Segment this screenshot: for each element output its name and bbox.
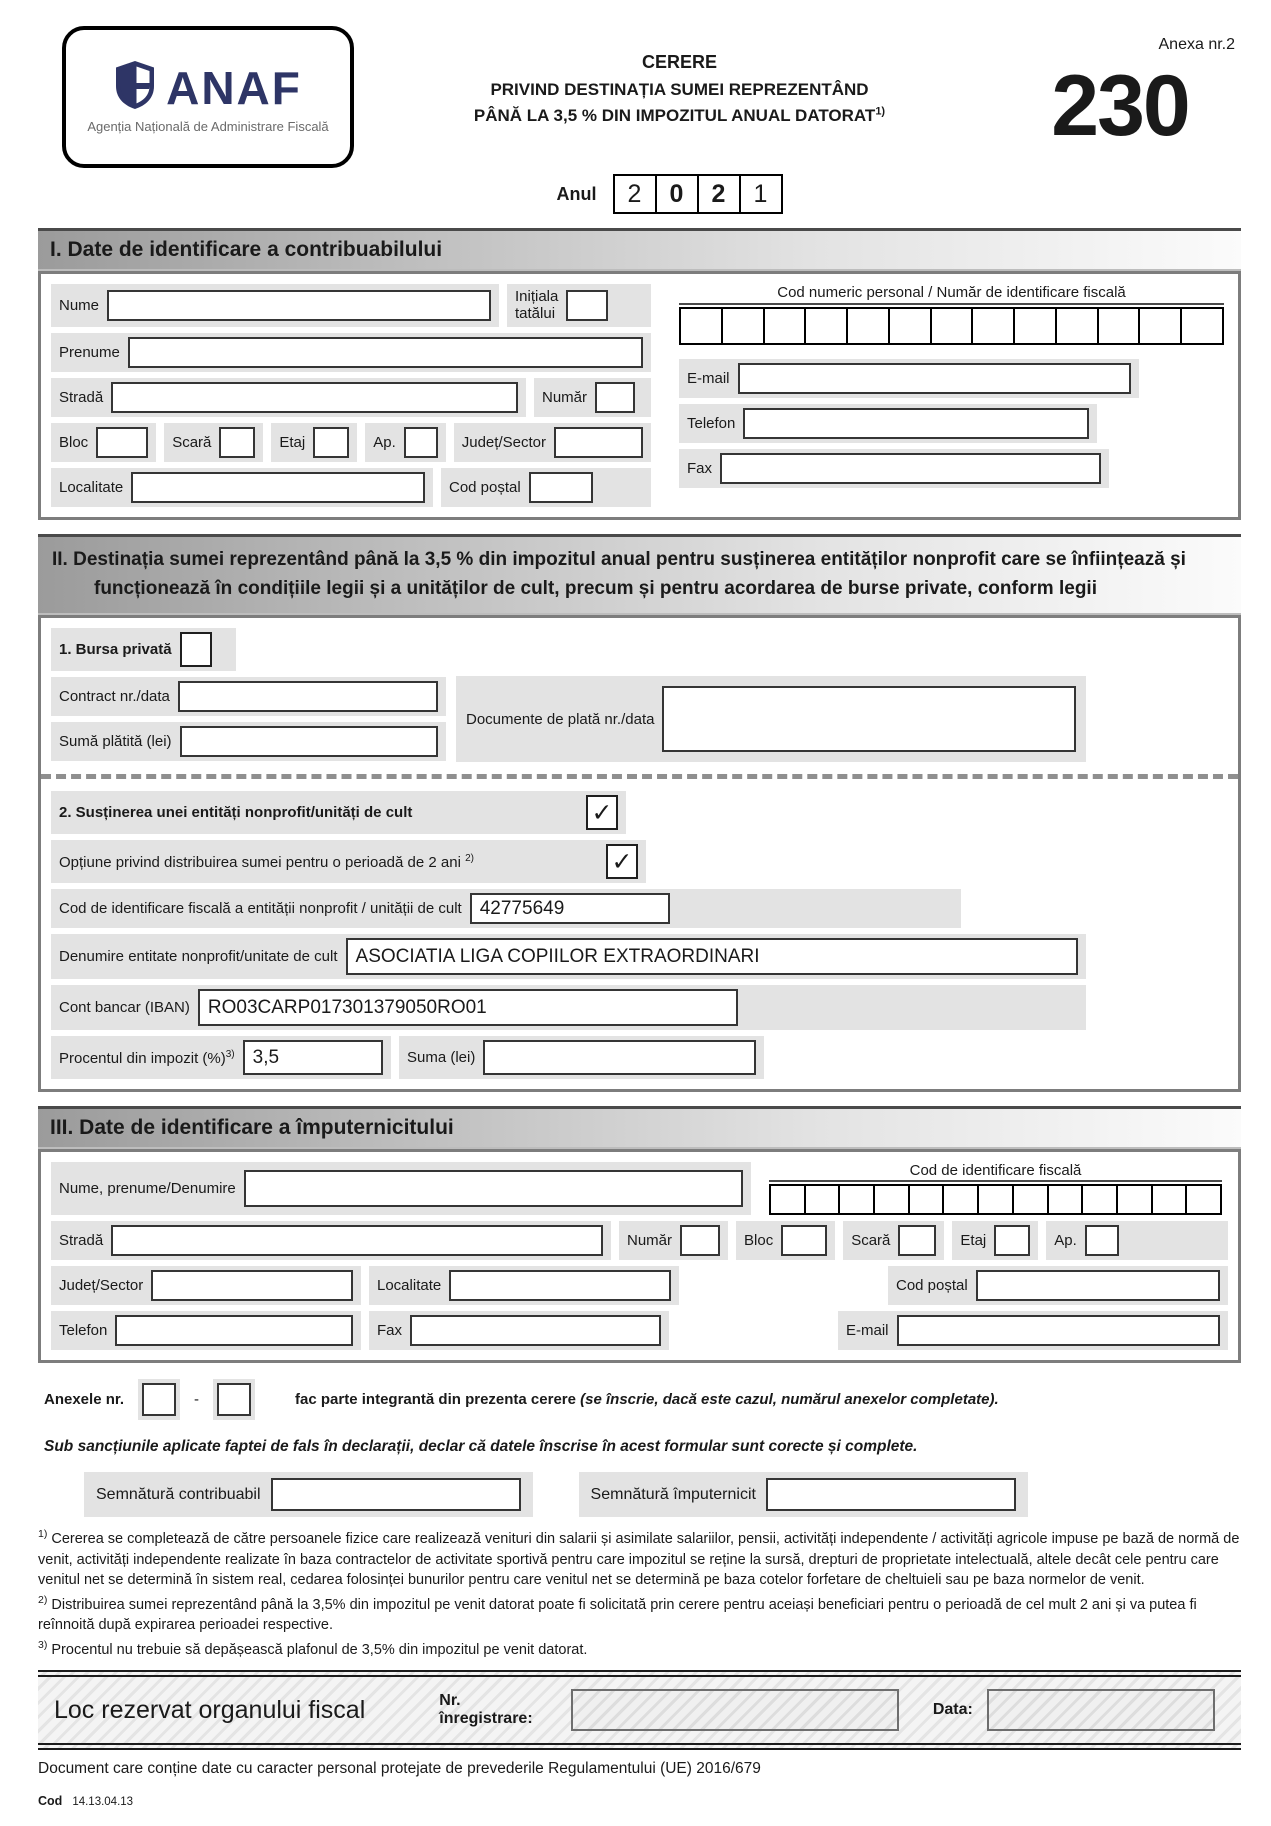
ap-label: Ap. bbox=[373, 433, 396, 451]
footnote-2: $^{2)}$ Distribuirea sumei reprezentând până la 3,5% din impozitul pe venit datorat poate fi solicitată prin cerere pentru aceiași beneficiari pentru o perioadă de cel mult 2 ani și va putea fi reînnoită după expirarea perioadei respective. bbox=[38, 1593, 1197, 1634]
nume-label: Nume bbox=[59, 296, 100, 314]
field3-judet bbox=[51, 1266, 361, 1305]
cnp-label: Cod numeric personal / Număr de identificare fiscală bbox=[679, 284, 1224, 305]
annex-label: Anexele nr. bbox=[44, 1391, 125, 1409]
title-line-3: PÂNĂ LA 3,5 % DIN IMPOZITUL ANUAL DATORAT$^{1)}$ bbox=[473, 105, 886, 126]
judet3-input[interactable] bbox=[151, 1270, 353, 1301]
numar-input[interactable] bbox=[595, 382, 635, 413]
field-contract bbox=[51, 677, 446, 716]
declaration-text: Sub sancțiunile aplicate faptei de fals în declarații, declar că datele înscrise în acest formular sunt corecte și complete. bbox=[44, 1438, 918, 1456]
field-bloc bbox=[51, 423, 156, 462]
form-number: 230 bbox=[1051, 58, 1189, 154]
etaj-label: Etaj bbox=[279, 433, 306, 451]
localitate-input[interactable] bbox=[131, 472, 425, 503]
telefon-label: Telefon bbox=[687, 415, 736, 432]
field3-strada bbox=[51, 1221, 611, 1260]
form-header bbox=[38, 26, 1241, 168]
signature-contribuabil-label: Semnătură contribuabil bbox=[96, 1485, 261, 1503]
section3-header: III. Date de identificare a împuternicitului bbox=[38, 1106, 1241, 1149]
annex-dash: - bbox=[194, 1391, 200, 1409]
email3-label: E-mail bbox=[846, 1322, 889, 1340]
year-cells bbox=[613, 174, 783, 214]
cod-postal-input[interactable] bbox=[529, 472, 593, 503]
anaf-logo bbox=[62, 26, 354, 168]
documente-input[interactable] bbox=[662, 686, 1076, 752]
documente-label: Documente de plată nr./data bbox=[466, 710, 655, 728]
signature-imputernicit bbox=[579, 1472, 1028, 1517]
strada-label: Stradă bbox=[59, 388, 104, 406]
nonprofit-title: 2. Susținerea unei entități nonprofit/unități de cult bbox=[59, 804, 413, 822]
field-fax bbox=[679, 449, 1109, 488]
annex-from-input[interactable] bbox=[142, 1383, 176, 1416]
cnp-cells[interactable] bbox=[679, 307, 1224, 345]
field3-nume bbox=[51, 1162, 751, 1215]
denumire-input[interactable]: ASOCIATIA LIGA COPIILOR EXTRAORDINARI bbox=[346, 938, 1078, 975]
iban-input[interactable]: RO03CARP017301379050RO01 bbox=[198, 989, 738, 1026]
footnotes bbox=[38, 1527, 1241, 1660]
ap3-input[interactable] bbox=[1085, 1225, 1119, 1256]
nonprofit-checkbox[interactable] bbox=[586, 795, 618, 830]
field-optiune bbox=[51, 840, 646, 883]
footnote-1: $^{1)}$ Cererea se completează de către persoanele fizice care realizează venituri din salarii și asimilate salariilor, pensii, activități independente / activități agricole impuse pe bază de normă de venit, activități independente realizate în baza contractelor de activitate sportivă pentru care impozitul se reține la sursă, drepturi de proprietate intelectuală, altele decât cele pentru care venitul net se determină în sistem real, cedarea folosinței bunurilor pentru care venitul net se determină pe baza cotelor forfetare de cheltuieli sau pe baza normelor de venit. bbox=[38, 1528, 1240, 1589]
field-telefon bbox=[679, 404, 1097, 443]
year-digit-cell[interactable]: 2 bbox=[697, 174, 741, 214]
data-label: Data: bbox=[932, 1701, 973, 1719]
bloc-label: Bloc bbox=[59, 433, 89, 451]
year-digit-cell[interactable]: 0 bbox=[655, 174, 699, 214]
signature-imputernicit-input[interactable] bbox=[766, 1478, 1016, 1511]
field-procent bbox=[51, 1036, 391, 1079]
cif3-area bbox=[759, 1162, 1228, 1215]
field-prenume bbox=[51, 333, 651, 372]
field-judet bbox=[454, 423, 651, 462]
ap3-label: Ap. bbox=[1054, 1232, 1077, 1250]
field-suma-lei bbox=[399, 1036, 764, 1079]
optiune-footnote-ref: 2) bbox=[465, 852, 474, 864]
nume3-input[interactable] bbox=[244, 1170, 743, 1207]
section1-box bbox=[38, 271, 1241, 520]
nr-inregistrare-box[interactable] bbox=[571, 1689, 898, 1731]
telefon3-input[interactable] bbox=[115, 1315, 353, 1346]
anaf-logo-subtitle: Agenția Națională de Administrare Fiscală bbox=[87, 119, 329, 134]
field3-etaj bbox=[952, 1221, 1038, 1260]
etaj3-input[interactable] bbox=[994, 1225, 1030, 1256]
nume3-label: Nume, prenume/Denumire bbox=[59, 1180, 236, 1198]
field-initiala bbox=[507, 284, 651, 327]
annex-text: fac parte integrantă din prezenta cerere (se înscrie, dacă este cazul, numărul anexelor completate). bbox=[295, 1391, 999, 1409]
section1-header: I. Date de identificare a contribuabilului bbox=[38, 228, 1241, 271]
cod-postal3-label: Cod poștal bbox=[896, 1277, 968, 1295]
localitate-label: Localitate bbox=[59, 478, 124, 496]
cif-nonprofit-label: Cod de identificare fiscală a entității nonprofit / unității de cult bbox=[59, 900, 462, 918]
form-title bbox=[354, 52, 1005, 130]
field-ap bbox=[365, 423, 446, 462]
localitate3-input[interactable] bbox=[449, 1270, 671, 1301]
judet3-label: Județ/Sector bbox=[59, 1277, 144, 1295]
annex-box-from bbox=[138, 1379, 180, 1420]
fax-label: Fax bbox=[687, 460, 713, 477]
subsection-divider bbox=[41, 774, 1238, 779]
bloc-input[interactable] bbox=[96, 427, 148, 458]
cif3-label: Cod de identificare fiscală bbox=[769, 1162, 1222, 1182]
email3-input[interactable] bbox=[897, 1315, 1220, 1346]
check-icon: ✓ bbox=[611, 847, 633, 876]
year-digit-cell[interactable]: 1 bbox=[739, 174, 783, 214]
bloc3-label: Bloc bbox=[744, 1232, 774, 1250]
email-input[interactable] bbox=[738, 363, 1131, 394]
email-label: E-mail bbox=[687, 370, 730, 387]
cnp-area bbox=[665, 284, 1228, 359]
field3-localitate bbox=[369, 1266, 679, 1305]
etaj-input[interactable] bbox=[313, 427, 349, 458]
data-box[interactable] bbox=[987, 1689, 1215, 1731]
year-digit-cell[interactable]: 2 bbox=[613, 174, 657, 214]
field-iban bbox=[51, 985, 1086, 1030]
fiscal-title: Loc rezervat organului fiscal bbox=[54, 1695, 366, 1724]
bloc3-input[interactable] bbox=[781, 1225, 827, 1256]
field-etaj bbox=[271, 423, 357, 462]
cod-postal-label: Cod poștal bbox=[449, 478, 521, 496]
fax3-input[interactable] bbox=[410, 1315, 661, 1346]
field-cod-postal bbox=[441, 468, 651, 507]
etaj3-label: Etaj bbox=[960, 1232, 987, 1250]
field-nonprofit bbox=[51, 791, 626, 834]
fax3-label: Fax bbox=[377, 1322, 403, 1340]
gdpr-note: Document care conține date cu caracter personal protejate de prevederile Regulamentului (UE) 2016/679 bbox=[38, 1760, 761, 1778]
field-documente bbox=[456, 676, 1086, 762]
initiala-label: Inițiala tatălui bbox=[515, 288, 559, 323]
cif3-cells[interactable] bbox=[769, 1184, 1222, 1215]
numar3-label: Număr bbox=[627, 1232, 673, 1250]
nr-inregistrare-label: Nr. înregistrare: bbox=[439, 1692, 533, 1728]
signature-contribuabil-input[interactable] bbox=[271, 1478, 521, 1511]
bursa-checkbox[interactable] bbox=[180, 632, 212, 667]
contract-input[interactable] bbox=[178, 681, 438, 712]
anaf-shield-icon bbox=[114, 60, 156, 115]
suma-platita-label: Sumă plătită (lei) bbox=[59, 733, 172, 751]
procent-label: Procentul din impozit (%)$^{3)}$ bbox=[59, 1048, 235, 1067]
fiscal-band bbox=[38, 1670, 1241, 1750]
field-nume bbox=[51, 284, 499, 327]
scara3-input[interactable] bbox=[898, 1225, 936, 1256]
annex-row bbox=[44, 1379, 1241, 1420]
year-label: Anul bbox=[556, 183, 597, 204]
nume-input[interactable] bbox=[107, 290, 491, 321]
judet-label: Județ/Sector bbox=[461, 433, 546, 451]
annex-to-input[interactable] bbox=[217, 1383, 251, 1416]
field-suma-platita bbox=[51, 722, 446, 761]
field3-email bbox=[838, 1311, 1228, 1350]
initiala-input[interactable] bbox=[566, 290, 608, 321]
procent-input[interactable]: 3,5 bbox=[243, 1040, 383, 1075]
field-scara bbox=[164, 423, 263, 462]
telefon3-label: Telefon bbox=[59, 1322, 108, 1340]
check-icon: ✓ bbox=[591, 798, 613, 827]
numar-label: Număr bbox=[542, 388, 588, 406]
field-numar bbox=[534, 378, 651, 417]
field-email bbox=[679, 359, 1139, 398]
strada-input[interactable] bbox=[111, 382, 518, 413]
field-bursa bbox=[51, 628, 236, 671]
numar3-input[interactable] bbox=[680, 1225, 720, 1256]
signatures-row bbox=[84, 1472, 1241, 1517]
ap-input[interactable] bbox=[404, 427, 438, 458]
localitate3-label: Localitate bbox=[377, 1277, 442, 1295]
scara-input[interactable] bbox=[219, 427, 255, 458]
signature-contribuabil bbox=[84, 1472, 533, 1517]
title-line-2: PRIVIND DESTINAȚIA SUMEI REPREZENTÂND bbox=[490, 80, 869, 99]
prenume-label: Prenume bbox=[59, 343, 120, 361]
bursa-title: 1. Bursa privată bbox=[59, 641, 172, 659]
field-cif-nonprofit bbox=[51, 889, 961, 928]
field-localitate bbox=[51, 468, 433, 507]
title-footnote-ref: 1) bbox=[875, 105, 886, 118]
form-code: Cod 14.13.04.13 bbox=[38, 1794, 134, 1809]
denumire-label: Denumire entitate nonprofit/unitate de cult bbox=[59, 948, 338, 966]
scara-label: Scară bbox=[172, 433, 212, 451]
iban-label: Cont bancar (IBAN) bbox=[59, 999, 190, 1017]
fax-input[interactable] bbox=[720, 453, 1101, 484]
strada3-input[interactable] bbox=[111, 1225, 603, 1256]
section2-box bbox=[38, 615, 1241, 1092]
scara3-label: Scară bbox=[851, 1232, 891, 1250]
field-denumire bbox=[51, 934, 1086, 979]
procent-footnote-ref: 3) bbox=[225, 1048, 235, 1060]
year-row bbox=[98, 174, 1241, 214]
signature-imputernicit-label: Semnătură împuternicit bbox=[590, 1485, 756, 1503]
judet-input[interactable] bbox=[554, 427, 643, 458]
annex-box-to bbox=[213, 1379, 255, 1420]
field3-telefon bbox=[51, 1311, 361, 1350]
telefon-input[interactable] bbox=[743, 408, 1089, 439]
field3-cod-postal bbox=[888, 1266, 1228, 1305]
field3-scara bbox=[843, 1221, 944, 1260]
header-right bbox=[1005, 26, 1241, 154]
cif-nonprofit-input[interactable]: 42775649 bbox=[470, 893, 670, 924]
optiune-label: Opțiune privind distribuirea sumei pentru o perioadă de 2 ani $^{2)}$ bbox=[59, 852, 474, 871]
section3-box bbox=[38, 1149, 1241, 1363]
field3-bloc bbox=[736, 1221, 835, 1260]
strada3-label: Stradă bbox=[59, 1232, 104, 1250]
optiune-checkbox[interactable] bbox=[606, 844, 638, 879]
section2-header: II. Destinația sumei reprezentând până la 3,5 % din impozitul anual pentru susținerea entităților nonprofit care se înființează și funcționează în condițiile legii și a unităților de cult, precum și pentru acordarea de burse private, conform legii bbox=[38, 534, 1241, 616]
contract-label: Contract nr./data bbox=[59, 688, 170, 706]
field3-fax bbox=[369, 1311, 669, 1350]
anaf-logo-text: ANAF bbox=[166, 61, 302, 114]
field-strada bbox=[51, 378, 526, 417]
field3-ap bbox=[1046, 1221, 1228, 1260]
title-line-1: CERERE bbox=[641, 52, 717, 72]
suma-platita-input[interactable] bbox=[180, 726, 438, 757]
cod-postal3-input[interactable] bbox=[976, 1270, 1220, 1301]
suma-lei-input[interactable] bbox=[483, 1040, 756, 1075]
prenume-input[interactable] bbox=[128, 337, 643, 368]
footnote-3: $^{3)}$ Procentul nu trebuie să depășească plafonul de 3,5% din impozitul pe venit datorat. bbox=[38, 1638, 588, 1658]
anexa-label: Anexa nr.2 bbox=[1158, 36, 1235, 53]
field3-numar bbox=[619, 1221, 728, 1260]
suma-lei-label: Suma (lei) bbox=[407, 1049, 476, 1067]
